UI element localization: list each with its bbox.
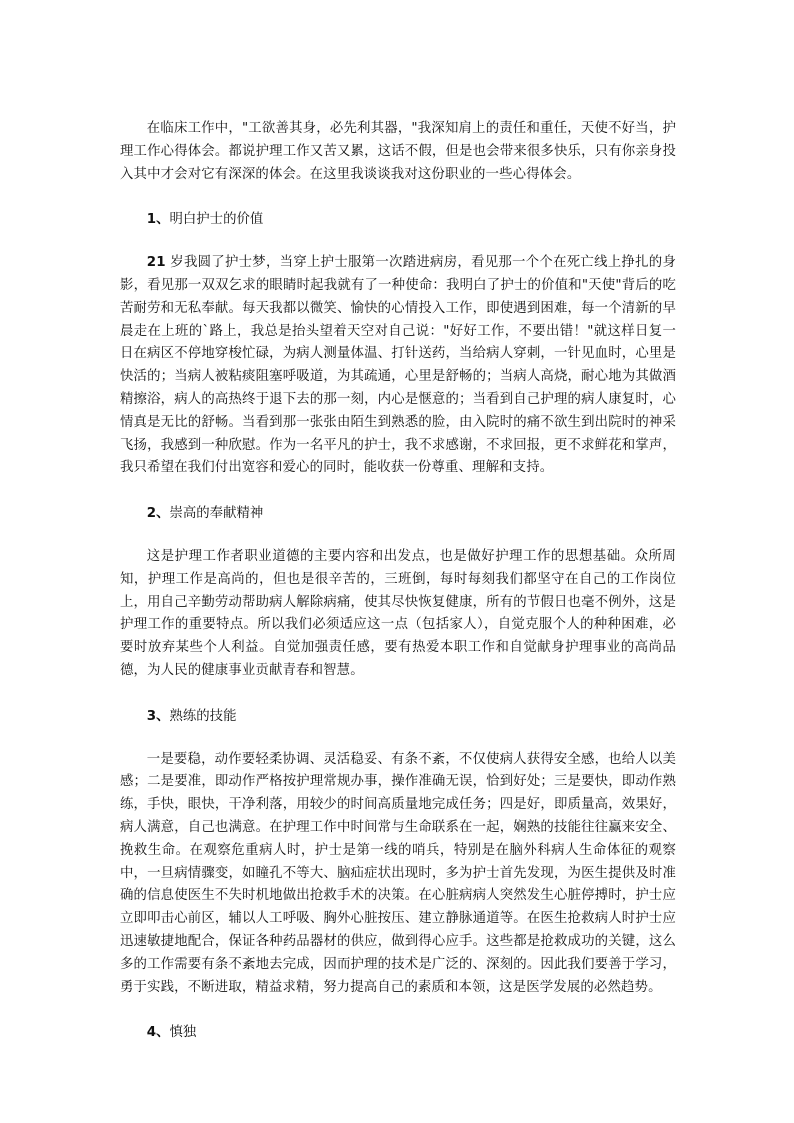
section-1-heading [120,209,676,232]
section-1-number: 1、 [146,212,170,228]
section-2-number: 2、 [146,506,170,522]
section-1-paragraph [120,252,676,480]
section-1-lead-number: 21 [146,255,166,271]
section-3-title: 熟练的技能 [169,708,237,724]
section-1-body: 岁我圆了护士梦，当穿上护士服第一次踏进病房，看见那一个个在死亡线上挣扎的身影，看见那一双双乞求的眼睛时起我就有了一种使命：我明白了护士的价值和"天使"背后的吃苦耐劳和无私奉献。每天我都以微笑、愉快的心情投入工作，即使遇到困难，每一个清新的早晨走在上班的`路上，我总是抬头望着天空对自己说："好好工作，不要出错！"就这样日复一日在病区不停地穿梭忙碌，为病人测量体温、打针送药，当给病人穿刺，一针见血时，心里是快活的；当病人被粘痰阻塞呼吸道，为其疏通，心里是舒畅的；当病人高烧，耐心地为其做酒精擦浴，病人的高热终于退下去的那一刻，内心是惬意的；当看到自己护理的病人康复时，心情真是无比的舒畅。当看到那一张张由陌生到熟悉的脸，由入院时的痛不欲生到出院时的神采飞扬，我感到一种欣慰。作为一名平凡的护士，我不求感谢，不求回报，更不求鲜花和掌声，我只希望在我们付出宽容和爱心的同时，能收获一份尊重、理解和支持。 [120,255,676,476]
section-3-paragraph: 一是要稳，动作要轻柔协调、灵活稳妥、有条不紊，不仅使病人获得安全感，也给人以美感；二是要准，即动作严格按护理常规办事，操作准确无误，恰到好处；三是要快，即动作熟练，手快，眼快，干净利落，用较少的时间高质量地完成任务；四是好，即质量高，效果好，病人满意，自己也满意。在护理工作中时间常与生命联系在一起，娴熟的技能往往赢来安全、挽救生命。在观察危重病人时，护士是第一线的哨兵，特别是在脑外科病人生命体征的观察中，一旦病情骤变，如瞳孔不等大、脑疝症状出现时，多为护士首先发现，为医生提供及时准确的信息使医生不失时机地做出抢救手术的决策。在心脏病病人突然发生心脏停搏时，护士应立即叩击心前区，辅以人工呼吸、胸外心脏按压、建立静脉通道等。在医生抢救病人时护士应迅速敏捷地配合，保证各种药品器材的供应，做到得心应手。这些都是抢救成功的关键，这么多的工作需要有条不紊地去完成，因而护理的技术是广泛的、深刻的。因此我们要善于学习，勇于实践，不断进取，精益求精，努力提高自己的素质和本领，这是医学发展的必然趋势。 [120,751,676,995]
section-4-title: 慎独 [169,1025,197,1041]
section-4-heading [120,1022,676,1045]
section-1-title: 明白护士的价值 [169,212,264,228]
intro-paragraph: 在临床工作中，"工欲善其身，必先利其器，"我深知肩上的责任和重任，天使不好当，护理工作心得体会。都说护理工作又苦又累，这话不假，但是也会带来很多快乐，只有你亲身投入其中才会对它有深深的体会。在这里我谈谈我对这份职业的一些心得体会。 [120,121,676,182]
section-2-title: 崇高的奉献精神 [169,506,264,522]
section-2-heading [120,503,676,526]
section-2-paragraph: 这是护理工作者职业道德的主要内容和出发点，也是做好护理工作的思想基础。众所周知，护理工作是高尚的，但也是很辛苦的，三班倒，每时每刻我们都坚守在自己的工作岗位上，用自己辛勤劳动帮助病人解除病痛，使其尽快恢复健康，所有的节假日也毫不例外，这是护理工作的重要特点。所以我们必须适应这一点（包括家人），自觉克服个人的种种困难，必要时放弃某些个人利益。自觉加强责任感，要有热爱本职工作和自觉献身护理事业的高尚品德，为人民的健康事业贡献青春和智慧。 [120,548,676,678]
document-body [120,118,676,1045]
section-4-number: 4、 [146,1025,170,1041]
section-3-heading [120,706,676,729]
section-3-number: 3、 [146,708,170,724]
